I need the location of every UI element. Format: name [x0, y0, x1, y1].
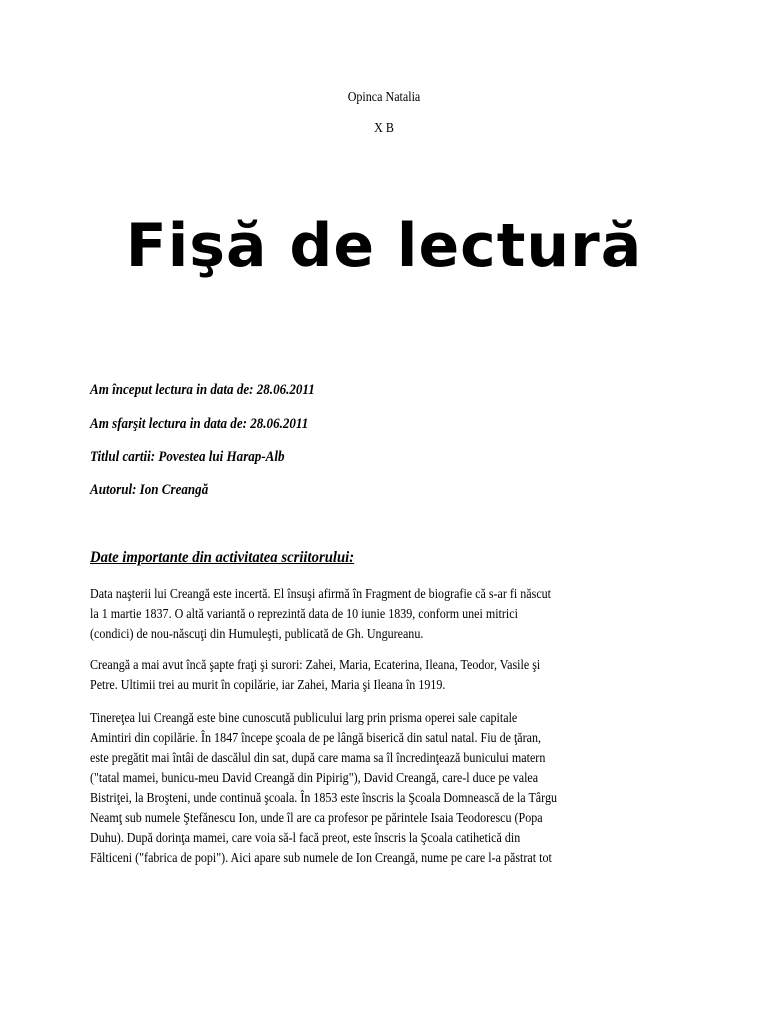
paragraph-birth	[90, 585, 683, 645]
document-title: Fişă de lectură	[125, 211, 643, 281]
paragraph-line: Neamţ sub numele Ştefănescu Ion, unde îl are ca profesor pe părintele Isaia Teodorescu (Popa	[90, 811, 543, 826]
paragraph-youth	[90, 709, 683, 869]
section-heading: Date importante din activitatea scriitorului:	[90, 549, 355, 566]
paragraph-line: ("tatal mamei, bunicu-meu David Creangă din Pipirig"), David Creangă, care-l duce pe valea	[90, 771, 539, 786]
student-name: Opinca Natalia	[347, 90, 421, 105]
paragraph-line: Bistriţei, la Broşteni, unde continuă şcoala. În 1853 este înscris la Şcoala Domnească de la Târgu	[90, 791, 557, 806]
student-class: X B	[374, 121, 394, 136]
paragraph-line: Fălticeni ("fabrica de popi"). Aici apare sub numele de Ion Creangă, nume pe care l-a păstrat tot	[90, 851, 552, 866]
paragraph-line: Duhu). După dorinţa mamei, care voia să-l facă preot, este înscris la Şcoala catihetică din	[90, 831, 521, 846]
reading-end-date: Am sfarşit lectura in data de: 28.06.2011	[90, 416, 309, 432]
paragraph-line: este pregătit mai întâi de dascălul din sat, după care mama sa îl încredinţează bunicului matern	[90, 751, 546, 766]
paragraph-line: Creangă a mai avut încă şapte fraţi şi surori: Zahei, Maria, Ecaterina, Ileana, Teodor, Vasile şi	[90, 658, 541, 673]
paragraph-line: (condici) de nou-născuţi din Humuleşti, publicată de Gh. Ungureanu.	[90, 627, 424, 642]
book-title: Titlul cartii: Povestea lui Harap-Alb	[90, 449, 285, 465]
reading-start-date: Am început lectura in data de: 28.06.2011	[90, 382, 315, 398]
paragraph-line: Data naşterii lui Creangă este incertă. El însuşi afirmă în Fragment de biografie că s-ar fi născut	[90, 587, 552, 602]
paragraph-line: la 1 martie 1837. O altă variantă o reprezintă data de 10 iunie 1839, conform unei mitrici	[90, 607, 518, 622]
paragraph-line: Tinereţea lui Creangă este bine cunoscută publicului larg prin prisma operei sale capitale	[90, 711, 518, 726]
book-author: Autorul: Ion Creangă	[90, 482, 209, 498]
paragraph-line: Petre. Ultimii trei au murit în copilărie, iar Zahei, Maria şi Ileana în 1919.	[90, 678, 446, 693]
paragraph-line: Amintiri din copilărie. În 1847 începe şcoala de pe lângă biserică din satul natal. Fiu de ţăran,	[90, 731, 542, 746]
paragraph-siblings	[90, 656, 683, 696]
